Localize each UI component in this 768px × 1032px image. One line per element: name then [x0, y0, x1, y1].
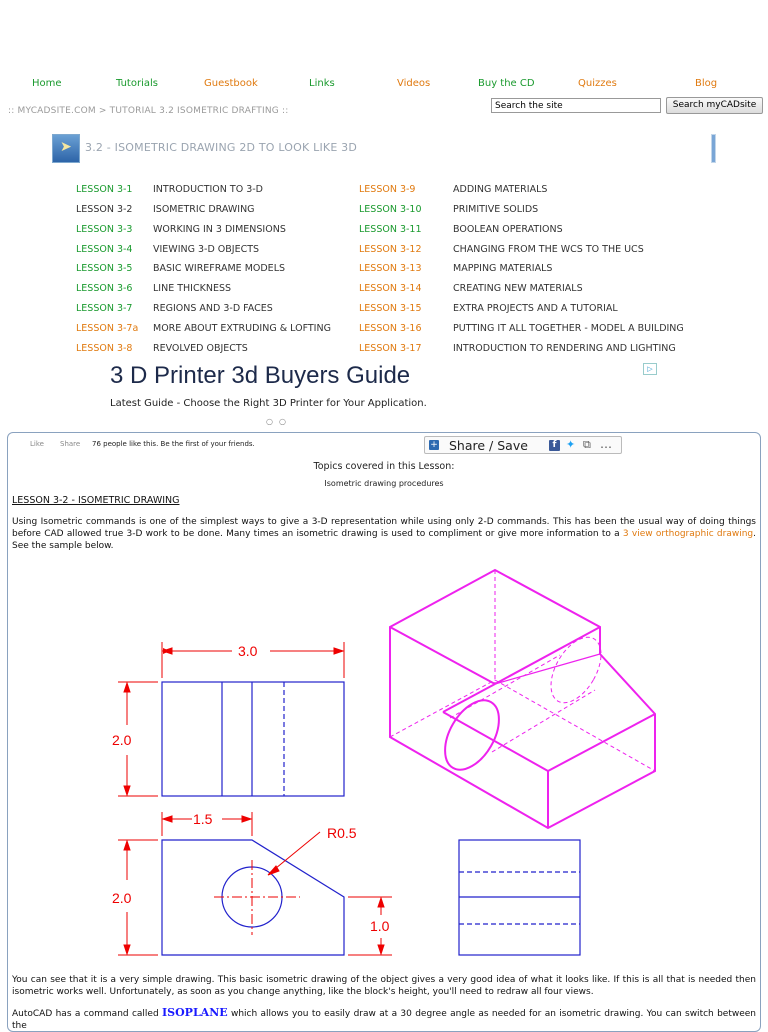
dim-height-top-label: 2.0 — [112, 732, 132, 748]
lesson-row[interactable] — [359, 263, 719, 277]
dim-width-label: 3.0 — [238, 643, 258, 659]
section-heading: LESSON 3-2 - ISOMETRIC DRAWING — [12, 495, 180, 506]
lesson-title: VIEWING 3-D OBJECTS — [153, 243, 260, 255]
page-title: 3.2 - ISOMETRIC DRAWING 2D TO LOOK LIKE 3D — [85, 141, 358, 154]
isometric-view — [390, 570, 655, 828]
nav-home[interactable]: Home — [32, 78, 62, 89]
isoplane-paragraph — [12, 1007, 756, 1032]
lesson-title: MORE ABOUT EXTRUDING & LOFTING — [153, 322, 331, 334]
lesson-title: BOOLEAN OPERATIONS — [453, 223, 563, 235]
breadcrumb: :: MYCADSITE.COM > TUTORIAL 3.2 ISOMETRIC DRAFTING :: — [8, 106, 289, 116]
likes-count: 76 people like this. Be the first of your friends. — [92, 440, 255, 448]
topics-heading: Topics covered in this Lesson: — [313, 461, 455, 472]
intro-paragraph — [12, 516, 756, 552]
lesson-number-link[interactable]: LESSON 3-6 — [76, 283, 133, 295]
lesson-number-link[interactable]: LESSON 3-7a — [76, 322, 139, 334]
lesson-title: LINE THICKNESS — [153, 283, 232, 295]
lesson-number-link[interactable]: LESSON 3-16 — [359, 322, 422, 334]
twitter-icon[interactable]: ✦ — [566, 438, 576, 451]
lesson-number-link[interactable]: LESSON 3-1 — [76, 184, 133, 195]
nav-videos[interactable]: Videos — [397, 78, 431, 89]
isometric-sample-drawing — [0, 560, 768, 970]
intro-text: Using Isometric commands is one of the simplest ways to give a 3-D representation while using only 2-D commands. This has been the usual way of doing things before CAD allowed true 3-D work to be done. Many times an isometric drawing is used to compliment or give more information to a — [12, 517, 756, 539]
lesson-title: CHANGING FROM THE WCS TO THE UCS — [453, 243, 644, 255]
lesson-title: MAPPING MATERIALS — [453, 263, 553, 275]
isoplane-command: ISOPLANE — [162, 1006, 228, 1019]
banner-divider — [711, 134, 716, 163]
lesson-number-link[interactable]: LESSON 3-3 — [76, 223, 133, 235]
lesson-number-link[interactable]: LESSON 3-15 — [359, 303, 422, 315]
search-button[interactable]: Search myCADsite — [666, 97, 763, 114]
nav-blog[interactable]: Blog — [695, 78, 718, 89]
lesson-number-link[interactable]: LESSON 3-9 — [359, 184, 416, 195]
ad-subtitle: Latest Guide - Choose the Right 3D Printer for Your Application. — [110, 398, 427, 409]
lesson-number-link[interactable]: LESSON 3-14 — [359, 283, 422, 295]
email-icon[interactable]: ⧉ — [583, 438, 591, 451]
facebook-icon[interactable]: f — [549, 440, 560, 451]
lesson-title: REVOLVED OBJECTS — [153, 342, 248, 354]
lesson-title: EXTRA PROJECTS AND A TUTORIAL — [453, 303, 618, 315]
search-input[interactable] — [491, 98, 661, 113]
carousel-dots[interactable]: ○○ — [266, 417, 292, 426]
side-view — [459, 840, 580, 955]
banner-arrow-icon: ➤ — [52, 134, 80, 163]
plus-icon: + — [430, 440, 438, 450]
lesson-title: CREATING NEW MATERIALS — [453, 283, 583, 295]
isoplane-text: AutoCAD has a command called — [12, 1009, 162, 1019]
share-save-label: Share / Save — [449, 438, 528, 453]
lesson-title: REGIONS AND 3-D FACES — [153, 303, 273, 315]
lesson-title: BASIC WIREFRAME MODELS — [153, 263, 286, 275]
lesson-row[interactable] — [359, 343, 719, 357]
lesson-number-link[interactable]: LESSON 3-11 — [359, 223, 422, 235]
lesson-row[interactable] — [359, 244, 719, 258]
lesson-title: WORKING IN 3 DIMENSIONS — [153, 223, 286, 235]
dim-radius-label: R0.5 — [327, 825, 357, 841]
lesson-row[interactable] — [359, 303, 719, 317]
nav-guestbook[interactable]: Guestbook — [204, 78, 258, 89]
lesson-row[interactable] — [359, 283, 719, 297]
fb-share-button[interactable]: Share — [60, 440, 81, 448]
nav-quizzes[interactable]: Quizzes — [578, 78, 617, 89]
top-view — [162, 682, 344, 796]
lesson-title: INTRODUCTION TO RENDERING AND LIGHTING — [453, 342, 676, 354]
like-button[interactable]: Like — [30, 440, 44, 448]
lesson-number-link[interactable]: LESSON 3-17 — [359, 342, 422, 354]
intro-text-end: . See the sample below. — [12, 529, 756, 551]
orthographic-link[interactable]: 3 view orthographic drawing — [622, 529, 754, 539]
lesson-number-link[interactable]: LESSON 3-5 — [76, 263, 133, 275]
isoplane-text-end: which allows you to easily draw at a 30 degree angle as needed for an isometric drawing. You can switch between the — [12, 1009, 756, 1031]
lesson-row[interactable] — [359, 323, 719, 337]
lesson-number-link[interactable]: LESSON 3-13 — [359, 263, 422, 275]
share-save-button[interactable] — [424, 436, 622, 454]
lesson-title: ISOMETRIC DRAWING — [153, 203, 255, 215]
lesson-number-link[interactable]: LESSON 3-10 — [359, 203, 422, 215]
ad-choices-icon[interactable]: ▷ — [643, 363, 657, 375]
nav-links[interactable]: Links — [309, 78, 335, 89]
topic-item: Isometric drawing procedures — [324, 479, 444, 488]
lesson-title: INTRODUCTION TO 3-D — [153, 184, 263, 195]
lesson-number-link[interactable]: LESSON 3-7 — [76, 303, 133, 315]
lesson-number-link[interactable]: LESSON 3-12 — [359, 243, 422, 255]
dim-chamfer-label: 1.0 — [370, 918, 390, 934]
more-icon[interactable]: … — [600, 437, 612, 451]
lesson-row[interactable] — [359, 184, 719, 198]
dim-half-width-label: 1.5 — [193, 811, 213, 827]
dim-height-front-label: 2.0 — [112, 890, 132, 906]
explanation-paragraph: You can see that it is a very simple drawing. This basic isometric drawing of the object gives a very good idea of what it looks like. If this is all that is needed then isometric works well. Unfortunately, as soon as you change anything, like the block's height, you'll need to redraw all four views. — [12, 975, 756, 997]
lesson-number-link[interactable]: LESSON 3-4 — [76, 243, 133, 255]
nav-buy-the-cd[interactable]: Buy the CD — [478, 78, 535, 89]
lesson-row[interactable] — [359, 224, 719, 238]
nav-tutorials[interactable]: Tutorials — [116, 78, 158, 89]
lesson-title: PRIMITIVE SOLIDS — [453, 203, 539, 215]
lesson-title: ADDING MATERIALS — [453, 184, 548, 195]
lesson-row[interactable] — [359, 204, 719, 218]
ad-title[interactable]: 3 D Printer 3d Buyers Guide — [110, 362, 411, 389]
lesson-title: PUTTING IT ALL TOGETHER - MODEL A BUILDING — [453, 322, 684, 334]
lesson-number-link[interactable]: LESSON 3-8 — [76, 342, 133, 354]
lesson-number-link[interactable]: LESSON 3-2 — [76, 203, 133, 215]
